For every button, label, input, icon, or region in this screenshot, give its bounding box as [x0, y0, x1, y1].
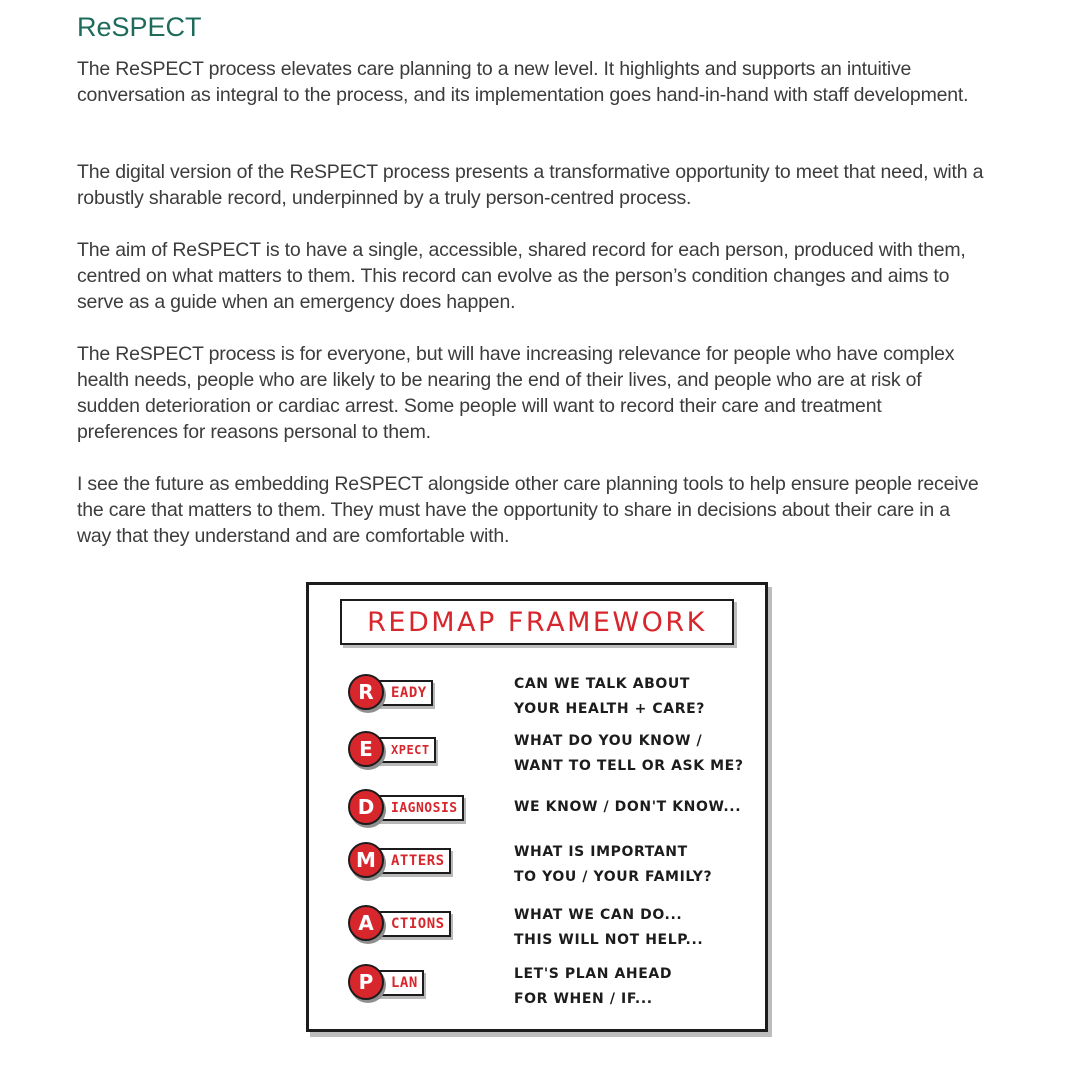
word-rest-diagnosis: IAGNOSIS	[391, 800, 458, 816]
description-expect	[514, 729, 764, 779]
word-rest-actions: CTIONS	[391, 916, 445, 932]
description-line: LET'S PLAN AHEAD	[514, 966, 673, 982]
word-rest-expect: XPECT	[391, 743, 430, 757]
letter-e-circle	[348, 731, 384, 767]
letter-m: M	[356, 848, 376, 872]
word-rest-matters: ATTERS	[391, 853, 445, 869]
redmap-framework-illustration	[306, 582, 768, 1032]
letter-d-circle	[348, 789, 384, 825]
description-line: WHAT IS IMPORTANT	[514, 844, 688, 860]
description-line: WE KNOW / DON'T KNOW...	[514, 799, 742, 815]
description-diagnosis	[514, 795, 764, 820]
description-plan	[514, 962, 764, 1012]
letter-p: P	[358, 970, 374, 994]
description-line: WHAT DO YOU KNOW /	[514, 733, 703, 749]
framework-item-diagnosis	[346, 787, 766, 847]
description-line: FOR WHEN / IF...	[514, 991, 653, 1007]
word-rest-plan: LAN	[391, 975, 418, 991]
description-ready	[514, 672, 764, 722]
letter-d: D	[357, 795, 375, 819]
description-matters	[514, 840, 764, 890]
paragraph-intro: The ReSPECT process elevates care planning to a new level. It highlights and supports an intuitive conversation as integral to the process, and its implementation goes hand-in-hand with staff development.	[77, 58, 969, 106]
letter-e: E	[359, 737, 373, 761]
letter-r: R	[358, 680, 374, 704]
page-title: ReSPECT	[77, 12, 202, 42]
word-rest-ready: EADY	[391, 685, 427, 701]
framework-item-plan	[346, 962, 766, 1022]
letter-a: A	[358, 911, 374, 935]
paragraph-relevance: The ReSPECT process is for everyone, but will have increasing relevance for people who have complex health needs, people who are likely to be nearing the end of their lives, and people who are at risk of sudden deterioration or cardiac arrest. Some people will want to record their care and treatment preferences for reasons personal to them.	[77, 343, 955, 443]
letter-r-circle	[348, 674, 384, 710]
letter-a-circle	[348, 905, 384, 941]
paragraph-aim: The aim of ReSPECT is to have a single, accessible, shared record for each person, produced with them, centred on what matters to them. This record can evolve as the person’s condition changes and aims to serve as a guide when an emergency does happen.	[77, 239, 966, 313]
letter-m-circle	[348, 842, 384, 878]
framework-item-matters	[346, 840, 766, 900]
framework-item-expect	[346, 729, 766, 789]
description-line: WANT TO TELL OR ASK ME?	[514, 758, 744, 774]
description-line: CAN WE TALK ABOUT	[514, 676, 691, 692]
letter-p-circle	[348, 964, 384, 1000]
description-line: TO YOU / YOUR FAMILY?	[514, 869, 713, 885]
description-actions	[514, 903, 764, 953]
paragraph-future: I see the future as embedding ReSPECT alongside other care planning tools to help ensure people receive the care that matters to them. They must have the opportunity to share in decisions about their care in a way that they understand and are comfortable with.	[77, 473, 979, 547]
framework-title: REDMAP FRAMEWORK	[367, 606, 707, 638]
description-line: WHAT WE CAN DO...	[514, 907, 683, 923]
framework-title-box	[340, 599, 734, 645]
description-line: THIS WILL NOT HELP...	[514, 932, 704, 948]
description-line: YOUR HEALTH + CARE?	[514, 701, 706, 717]
paragraph-digital-version: The digital version of the ReSPECT process presents a transformative opportunity to meet that need, with a robustly sharable record, underpinned by a truly person-centred process.	[77, 161, 984, 209]
framework-item-ready	[346, 672, 766, 732]
framework-item-actions	[346, 903, 766, 963]
